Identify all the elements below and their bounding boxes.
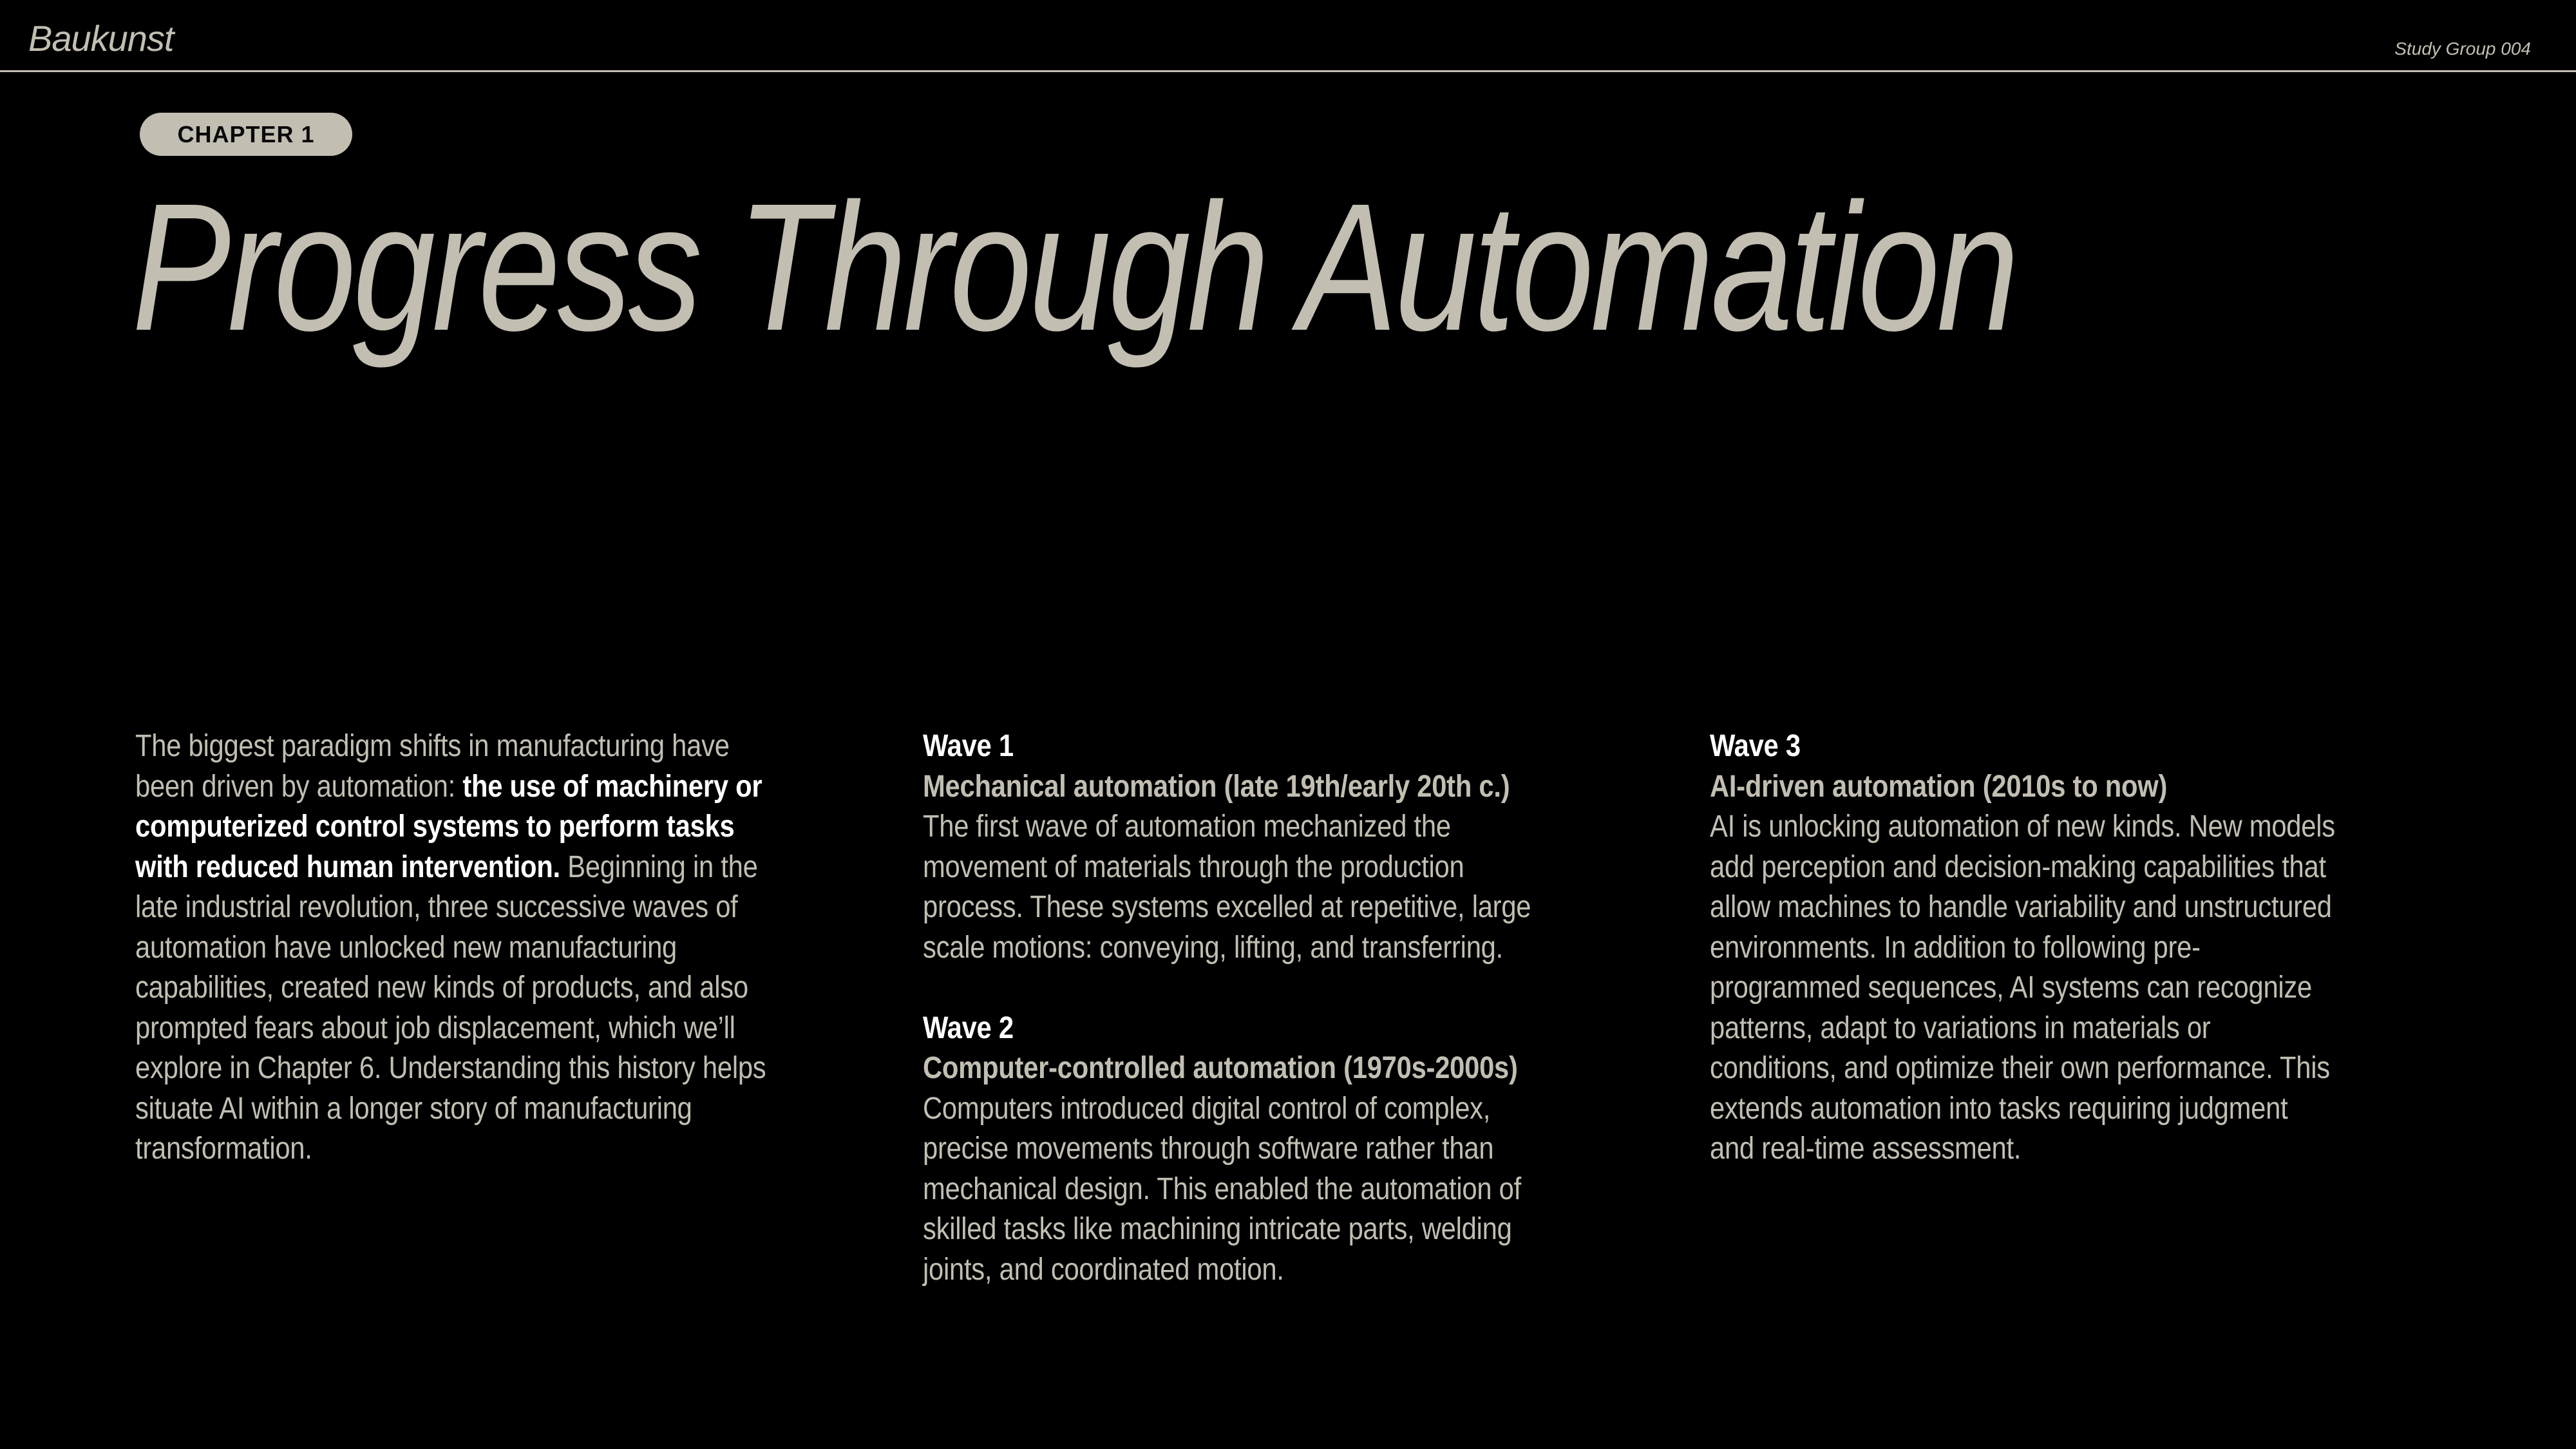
wave-2-body-line: Computers introduced digital control of complex, [923,1091,1491,1126]
intro-line [135,767,808,808]
waves-column-2 [1710,726,2483,1170]
intro-text: capabilities, created new kinds of products, and also [135,971,748,1005]
intro-line [135,807,808,848]
intro-text: explore in Chapter 6. Understanding this history helps [135,1051,766,1085]
intro-emphasis-text: with reduced human intervention. [135,849,560,884]
wave-2-body-line: precise movements through software rather than [923,1132,1494,1166]
top-bar [0,0,2576,71]
wave-3-body-line: add perception and decision-making capabilities that [1710,849,2326,884]
intro-text: been driven by automation: [135,769,463,804]
intro-text: The biggest paradigm shifts in manufacturing have [135,729,730,763]
wave-1-body-line: scale motions: conveying, lifting, and transferring. [923,930,1503,965]
intro-text: late industrial revolution, three successive waves of [135,890,738,924]
logo: Baukunst [28,18,174,59]
intro-line [135,887,808,928]
wave-2-body-line: mechanical design. This enabled the automation of [923,1171,1521,1206]
wave-3-label: Wave 3 [1710,729,1801,763]
page-title: Progress Through Automation [132,166,2016,368]
wave-2-subtitle: Computer-controlled automation (1970s-2000s) [923,1051,1518,1085]
intro-line [135,968,808,1009]
wave-3-body-line: patterns, adapt to variations in materials or [1710,1010,2211,1045]
wave-3-body-line: allow machines to handle variability and unstructured [1710,890,2332,924]
intro-line [135,1009,808,1049]
intro-line [135,1048,808,1089]
intro-line [135,1129,808,1170]
chapter-badge [140,113,352,156]
chapter-badge-label: CHAPTER 1 [177,120,315,147]
intro-line [135,726,808,767]
wave-3-body-line: conditions, and optimize their own performance. This [1710,1051,2330,1085]
wave-1-section [923,726,1696,968]
wave-3-subtitle: AI-driven automation (2010s to now) [1710,769,2168,804]
wave-1-body-line: process. These systems excelled at repetitive, large [923,890,1531,924]
wave-1-body-line: The first wave of automation mechanized the [923,810,1451,844]
intro-line [135,848,808,888]
wave-1-label: Wave 1 [923,729,1014,763]
intro-line [135,1089,808,1130]
intro-text: automation have unlocked new manufacturing [135,930,677,965]
wave-3-body-line: AI is unlocking automation of new kinds. New models [1710,810,2335,844]
header-divider [0,70,2576,72]
intro-text: prompted fears about job displacement, which we’ll [135,1010,735,1045]
intro-text: situate AI within a longer story of manufacturing [135,1091,692,1126]
wave-2-section [923,1009,1696,1291]
intro-paragraph [135,726,908,1170]
wave-3-body-line: environments. In addition to following pre- [1710,930,2201,965]
study-group-label: Study Group 004 [2394,39,2531,59]
wave-3-body-line: extends automation into tasks requiring judgment [1710,1091,2288,1126]
intro-text: Beginning in the [560,849,758,884]
section-spacer [923,968,1595,1009]
wave-3-body-line: and real-time assessment. [1710,1132,2022,1166]
wave-2-body-line: skilled tasks like machining intricate parts, welding [923,1212,1512,1246]
wave-2-body-line: joints, and coordinated motion. [923,1252,1284,1287]
intro-text: transformation. [135,1132,312,1166]
wave-1-subtitle: Mechanical automation (late 19th/early 20th c.) [923,769,1510,804]
intro-emphasis-text: computerized control systems to perform tasks [135,810,735,844]
wave-1-body-line: movement of materials through the production [923,849,1464,884]
wave-3-body-line: programmed sequences, AI systems can recognize [1710,971,2313,1005]
intro-line [135,928,808,969]
waves-column-1 [923,726,1696,1290]
wave-3-section [1710,726,2483,1170]
title-container [132,161,2386,374]
wave-2-label: Wave 2 [923,1010,1014,1045]
intro-emphasis-text: the use of machinery or [462,769,762,804]
intro-column [135,726,908,1170]
